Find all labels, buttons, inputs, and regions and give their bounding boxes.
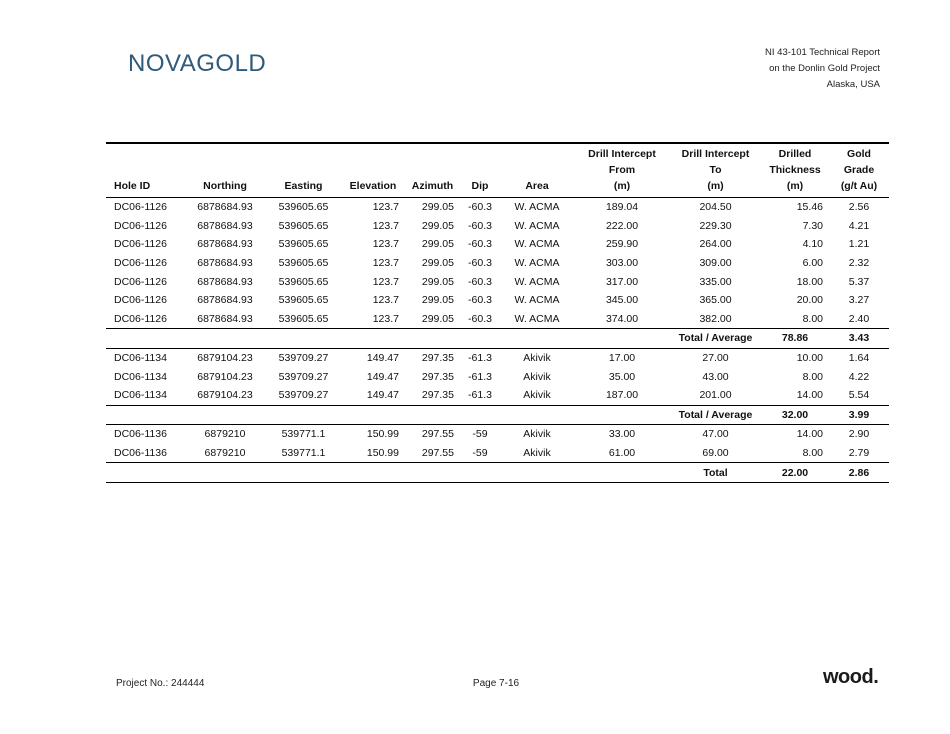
table-row [106,444,889,463]
total-empty-cell [500,329,574,349]
column-header: Hole ID [114,180,151,192]
table-cell: 123.7 [372,219,399,232]
total-empty-cell [266,329,341,349]
total-thickness: 32.00 [761,405,829,425]
table-cell: 2.79 [848,447,870,460]
table-cell: 297.55 [421,447,454,460]
table-cell: 2.90 [848,428,870,441]
table-cell: -60.3 [468,201,492,214]
table-row [106,291,889,310]
table-cell: Akivik [523,428,551,441]
table-row [106,386,889,405]
table-cell: 539709.27 [278,370,329,383]
table-cell: 317.00 [605,275,639,288]
table-cell: 539605.65 [278,238,329,251]
table-cell: 259.90 [605,238,639,251]
table-cell: 309.00 [699,257,732,270]
table-cell: 297.35 [421,389,454,402]
table-cell: -60.3 [468,294,492,307]
table-cell: 6879210 [204,428,246,441]
table-cell: 6878684.93 [197,201,253,214]
table-cell: 150.99 [366,447,399,460]
column-header: Dip [471,180,489,192]
table-cell: 299.05 [421,275,454,288]
table-cell: 20.00 [796,294,823,307]
table-cell: 8.00 [802,312,823,325]
table-cell: 8.00 [802,370,823,383]
column-header: Azimuth [411,180,454,192]
table-cell: DC06-1126 [114,201,167,214]
column-header-line: Gold Grade [843,148,875,176]
table-cell: 299.05 [421,201,454,214]
total-empty-cell [184,463,266,483]
table-cell: -60.3 [468,275,492,288]
table-cell: W. ACMA [514,257,560,270]
table-cell: -60.3 [468,257,492,270]
table-cell: 2.40 [848,312,870,325]
table-cell: 6878684.93 [197,219,253,232]
column-header-line: (g/t Au) [840,180,878,192]
table-cell: 149.47 [366,352,399,365]
table-cell: 43.00 [702,370,729,383]
column-header: Northing [203,180,247,192]
column-header [670,143,761,198]
table-cell: 4.22 [848,370,870,383]
table-row [106,310,889,329]
total-label: Total [670,463,761,483]
table-cell: 2.56 [848,201,870,214]
column-header-line: Drill Intercept [588,148,656,160]
table-cell: 299.05 [421,312,454,325]
table-cell: 1.21 [848,238,870,251]
table-cell: 3.27 [848,294,870,307]
total-empty-cell [574,329,670,349]
table-cell: 539709.27 [278,352,329,365]
total-empty-cell [266,405,341,425]
novagold-logo: NOVAGOLD [128,50,267,77]
table-cell: 222.00 [605,219,639,232]
table-cell: 297.55 [421,428,454,441]
table-cell: W. ACMA [514,275,560,288]
table-cell: 6878684.93 [197,238,253,251]
table-cell: Akivik [523,352,551,365]
table-cell: 123.7 [372,257,399,270]
table-cell: 201.00 [699,389,732,402]
table-cell: -59 [472,428,488,441]
table-cell: 14.00 [796,389,823,402]
total-grade: 3.99 [829,405,889,425]
table-cell: DC06-1126 [114,219,167,232]
table-cell: W. ACMA [514,219,560,232]
table-cell: Akivik [523,447,551,460]
total-thickness: 78.86 [761,329,829,349]
table-cell: 17.00 [608,352,636,365]
column-header-line: From [608,164,636,176]
total-empty-cell [341,463,405,483]
total-row [106,463,889,483]
table-cell: 297.35 [421,352,454,365]
table-cell: -59 [472,447,488,460]
column-header-line: Thickness [769,164,821,176]
table-cell: 149.47 [366,370,399,383]
table-row [106,425,889,444]
table-cell: 35.00 [608,370,636,383]
total-empty-cell [460,463,500,483]
total-empty-cell [574,405,670,425]
table-header-row [106,143,889,198]
column-header-line: To [709,164,722,176]
table-cell: 335.00 [699,275,732,288]
total-empty-cell [405,329,460,349]
table-cell: 123.7 [372,201,399,214]
table-cell: DC06-1126 [114,294,167,307]
total-empty-cell [184,405,266,425]
table-cell: 539605.65 [278,294,329,307]
table-cell: DC06-1126 [114,275,167,288]
total-empty-cell [460,329,500,349]
table-cell: DC06-1136 [114,428,167,441]
table-cell: -60.3 [468,219,492,232]
table-cell: -61.3 [468,370,492,383]
table-cell: 123.7 [372,275,399,288]
table-cell: 6879104.23 [197,370,253,383]
table-cell: -60.3 [468,238,492,251]
table-cell: 6879210 [204,447,246,460]
table-cell: 8.00 [802,447,823,460]
table-body [106,198,889,483]
column-header [761,143,829,198]
table-cell: 123.7 [372,294,399,307]
table-cell: 14.00 [796,428,823,441]
total-label: Total / Average [670,405,761,425]
table-cell: 4.10 [802,238,823,251]
table-cell: 539605.65 [278,219,329,232]
table-cell: 299.05 [421,238,454,251]
total-row [106,329,889,349]
column-header-line: (m) [786,180,804,192]
column-header-line: (m) [707,180,724,192]
table-cell: 6879104.23 [197,352,253,365]
table-cell: DC06-1134 [114,370,167,383]
table-cell: 229.30 [699,219,732,232]
table-cell: 5.54 [848,389,870,402]
total-empty-cell [405,405,460,425]
table-cell: 539771.1 [281,428,326,441]
table-row [106,367,889,386]
table-cell: 6878684.93 [197,257,253,270]
table-cell: 2.32 [848,257,870,270]
table-cell: 539771.1 [281,447,326,460]
total-empty-cell [460,405,500,425]
table-row [106,235,889,254]
column-header-line: Drilled [778,148,812,160]
table-cell: W. ACMA [514,312,560,325]
table-cell: 297.35 [421,370,454,383]
column-header: Easting [284,180,323,192]
report-title-line1: NI 43-101 Technical Report [765,47,880,58]
table-row [106,254,889,273]
table-cell: 345.00 [605,294,639,307]
total-empty-cell [184,329,266,349]
table-cell: DC06-1126 [114,257,167,270]
table-cell: W. ACMA [514,238,560,251]
table-cell: -61.3 [468,352,492,365]
table-cell: 6.00 [802,257,823,270]
table-row [106,217,889,236]
table-cell: 7.30 [802,219,823,232]
table-cell: 374.00 [605,312,639,325]
total-label: Total / Average [670,329,761,349]
table-cell: 539605.65 [278,275,329,288]
total-empty-cell [106,329,184,349]
table-cell: DC06-1136 [114,447,167,460]
table-cell: 539605.65 [278,201,329,214]
table-cell: 539605.65 [278,312,329,325]
table-cell: 187.00 [605,389,639,402]
total-thickness: 22.00 [761,463,829,483]
table-cell: 18.00 [796,275,823,288]
table-cell: 382.00 [699,312,732,325]
total-empty-cell [266,463,341,483]
project-number: Project No.: 244444 [116,678,205,689]
table-cell: 5.37 [848,275,870,288]
table-cell: 189.04 [605,201,639,214]
table-row [106,348,889,367]
table-cell: 365.00 [699,294,732,307]
table-cell: 6878684.93 [197,294,253,307]
table-row [106,272,889,291]
table-cell: Akivik [523,370,551,383]
table-cell: 539709.27 [278,389,329,402]
table-cell: 6878684.93 [197,312,253,325]
table-cell: 264.00 [699,238,732,251]
table-cell: 539605.65 [278,257,329,270]
table-cell: W. ACMA [514,294,560,307]
table-cell: 299.05 [421,219,454,232]
report-title-line2: on the Donlin Gold Project [769,63,880,74]
table-cell: 61.00 [608,447,636,460]
total-empty-cell [500,405,574,425]
total-empty-cell [500,463,574,483]
table-cell: 123.7 [372,238,399,251]
report-header [765,45,880,93]
column-header: Area [525,180,549,192]
table-cell: 4.21 [848,219,870,232]
table-cell: Akivik [523,389,551,402]
table-cell: -60.3 [468,312,492,325]
column-header [574,143,670,198]
table-cell: 47.00 [702,428,729,441]
table-cell: 299.05 [421,257,454,270]
table-cell: 123.7 [372,312,399,325]
table-row [106,198,889,217]
total-empty-cell [341,329,405,349]
table-cell: W. ACMA [514,201,560,214]
report-title-line3: Alaska, USA [826,79,880,90]
table-cell: DC06-1134 [114,352,167,365]
total-empty-cell [405,463,460,483]
table-cell: 33.00 [608,428,636,441]
column-header: Elevation [349,180,397,192]
page-number: Page 7-16 [472,678,520,689]
column-header-line: Drill Intercept [681,148,750,160]
total-grade: 2.86 [829,463,889,483]
table-cell: DC06-1134 [114,389,167,402]
total-empty-cell [106,463,184,483]
table-cell: 10.00 [796,352,823,365]
table-cell: DC06-1126 [114,238,167,251]
total-empty-cell [341,405,405,425]
table-cell: 69.00 [702,447,729,460]
table-cell: 299.05 [421,294,454,307]
table-cell: 150.99 [366,428,399,441]
total-grade: 3.43 [829,329,889,349]
total-empty-cell [574,463,670,483]
table-cell: 204.50 [699,201,732,214]
table-cell: 303.00 [605,257,639,270]
total-row [106,405,889,425]
table-cell: 27.00 [702,352,729,365]
table-cell: 15.46 [796,201,823,214]
table-cell: 6878684.93 [197,275,253,288]
table-cell: 1.64 [848,352,870,365]
total-empty-cell [106,405,184,425]
wood-logo: wood. [823,666,879,688]
table-cell: 149.47 [366,389,399,402]
column-header [829,143,889,198]
drill-results-table [106,142,889,483]
table-cell: -61.3 [468,389,492,402]
table-cell: DC06-1126 [114,312,167,325]
table-cell: 6879104.23 [197,389,253,402]
column-header-line: (m) [613,180,631,192]
